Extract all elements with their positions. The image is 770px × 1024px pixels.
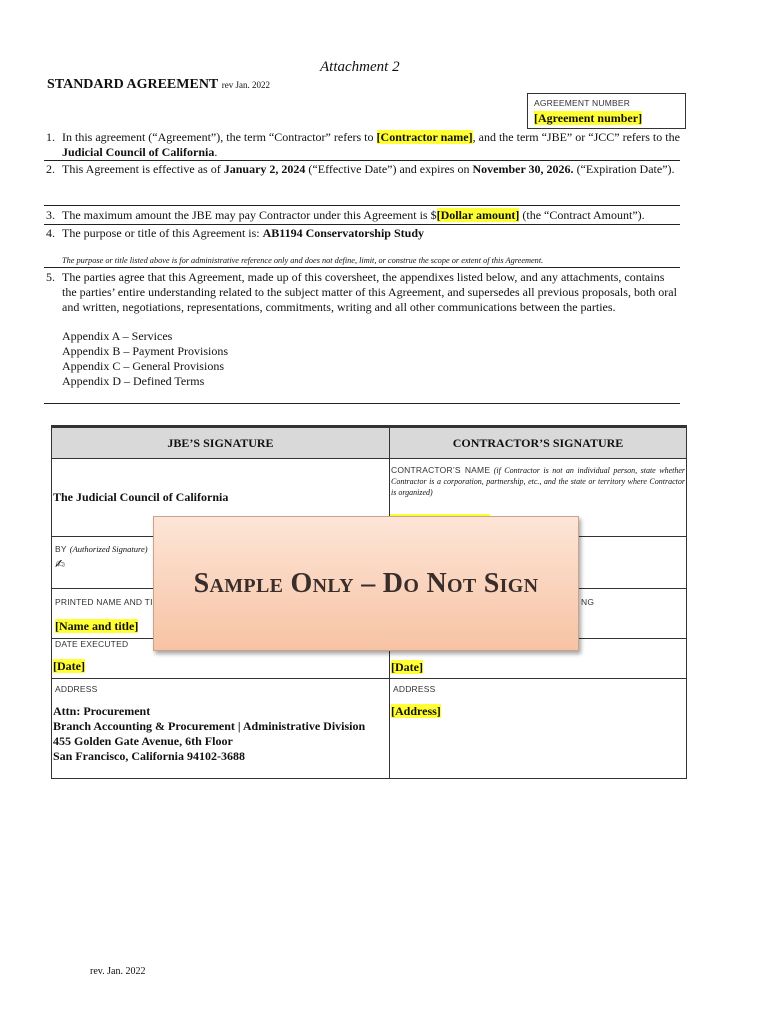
address-line: San Francisco, California 94102-3688 — [53, 749, 245, 763]
divider — [44, 224, 680, 225]
contractor-signature-header: CONTRACTOR’S SIGNATURE — [390, 427, 687, 459]
agreement-number-label: AGREEMENT NUMBER — [534, 98, 631, 108]
date-executed-label: DATE EXECUTED — [55, 639, 129, 649]
clause-text: (the “Contract Amount”). — [519, 208, 645, 222]
appendix-item: Appendix B – Payment Provisions — [62, 344, 229, 358]
clause-text: . — [214, 145, 218, 159]
clause-number: 2. — [46, 162, 55, 176]
address-label: ADDRESS — [55, 684, 98, 694]
appendix-item: Appendix C – General Provisions — [62, 359, 224, 373]
address-line: Attn: Procurement — [53, 704, 151, 718]
purpose-note: The purpose or title listed above is for administrative reference only and does not define, limit, or construe the scope or extent of this Agreement. — [62, 256, 544, 265]
clause-number: 5. — [46, 270, 55, 284]
clause-2 — [46, 162, 680, 177]
rev-label: rev Jan. 2022 — [221, 80, 271, 90]
agreement-purpose: AB1194 Conservatorship Study — [262, 226, 424, 240]
effective-date: January 2, 2024 — [223, 162, 306, 176]
contractor-address-field[interactable]: [Address] — [391, 704, 441, 718]
address-label: ADDRESS — [393, 684, 436, 694]
clause-4 — [46, 226, 680, 241]
appendix-item: Appendix D – Defined Terms — [62, 374, 205, 388]
jbe-name: The Judicial Council of California — [53, 490, 229, 504]
printed-name-label-right: NG — [581, 597, 595, 607]
expiration-date: November 30, 2026. — [472, 162, 574, 176]
clause-text: (“Expiration Date”). — [573, 162, 675, 176]
address-line: Branch Accounting & Procurement | Administrative Division — [53, 719, 366, 733]
clause-text: The purpose or title of this Agreement is: — [62, 226, 263, 240]
sample-only-text: Sample Only – Do Not Sign — [193, 567, 539, 599]
sample-only-banner — [153, 516, 579, 651]
address-line: 455 Golden Gate Avenue, 6th Floor — [53, 734, 233, 748]
clause-number: 3. — [46, 208, 55, 222]
agreement-number-value[interactable] — [534, 111, 642, 126]
clause-text: The maximum amount the JBE may pay Contractor under this Agreement is $ — [62, 208, 437, 222]
footer-rev: rev. Jan. 2022 — [90, 966, 146, 977]
clause-text: This Agreement is effective as of — [62, 162, 224, 176]
attachment-label: Attachment 2 — [320, 59, 400, 75]
agreement-number-box — [527, 93, 686, 129]
document-title — [47, 77, 270, 93]
jbe-date-field[interactable]: [Date] — [53, 659, 85, 673]
clause-number: 1. — [46, 130, 55, 144]
contractor-name-field[interactable]: [Contractor name] — [376, 130, 473, 144]
pen-icon: ✍ — [55, 557, 66, 571]
contractor-name-note: (if Contractor is not an individual person, state whether Contractor is a corporation, partnership, etc., and the state or territory where Contractor is organized) — [391, 466, 686, 497]
by-label: BY — [55, 544, 67, 554]
divider — [44, 205, 680, 206]
clause-bold-text: Judicial Council of California — [62, 145, 215, 159]
divider — [44, 403, 680, 404]
name-and-title-field[interactable]: [Name and title] — [55, 619, 139, 633]
jbe-address-cell — [52, 679, 390, 779]
dollar-amount-field[interactable]: [Dollar amount] — [436, 208, 520, 222]
divider — [44, 160, 680, 161]
contractor-name-label: CONTRACTOR’S NAME — [391, 465, 491, 475]
jbe-signature-header: JBE’S SIGNATURE — [52, 427, 390, 459]
clause-1 — [46, 130, 680, 160]
agreement-number-field[interactable]: [Agreement number] — [534, 111, 643, 125]
printed-name-label: PRINTED NAME AND TI — [55, 597, 153, 607]
clause-text: The parties agree that this Agreement, made up of this coversheet, the appendixes listed below, and any attachments, contains the parties’ entire understanding related to the subject matter of this Agreement, and supersedes all previous proposals, both oral and written, negotiations, representations, commitments, writing and all other communications between the parties. — [62, 270, 677, 314]
appendix-list — [62, 329, 680, 389]
clause-number: 4. — [46, 226, 55, 240]
contractor-date-field[interactable]: [Date] — [391, 660, 423, 674]
contractor-address-cell[interactable] — [390, 679, 687, 779]
clause-3 — [46, 208, 680, 223]
clause-text: (“Effective Date”) and expires on — [305, 162, 473, 176]
divider — [44, 267, 680, 268]
clause-text: , and the term “JBE” or “JCC” refers to the — [472, 130, 680, 144]
appendix-item: Appendix A – Services — [62, 329, 173, 343]
clause-text: In this agreement (“Agreement”), the term “Contractor” refers to — [62, 130, 377, 144]
by-note: (Authorized Signature) — [69, 544, 148, 554]
clause-5 — [46, 270, 680, 389]
standard-agreement-title: STANDARD AGREEMENT — [47, 77, 219, 92]
